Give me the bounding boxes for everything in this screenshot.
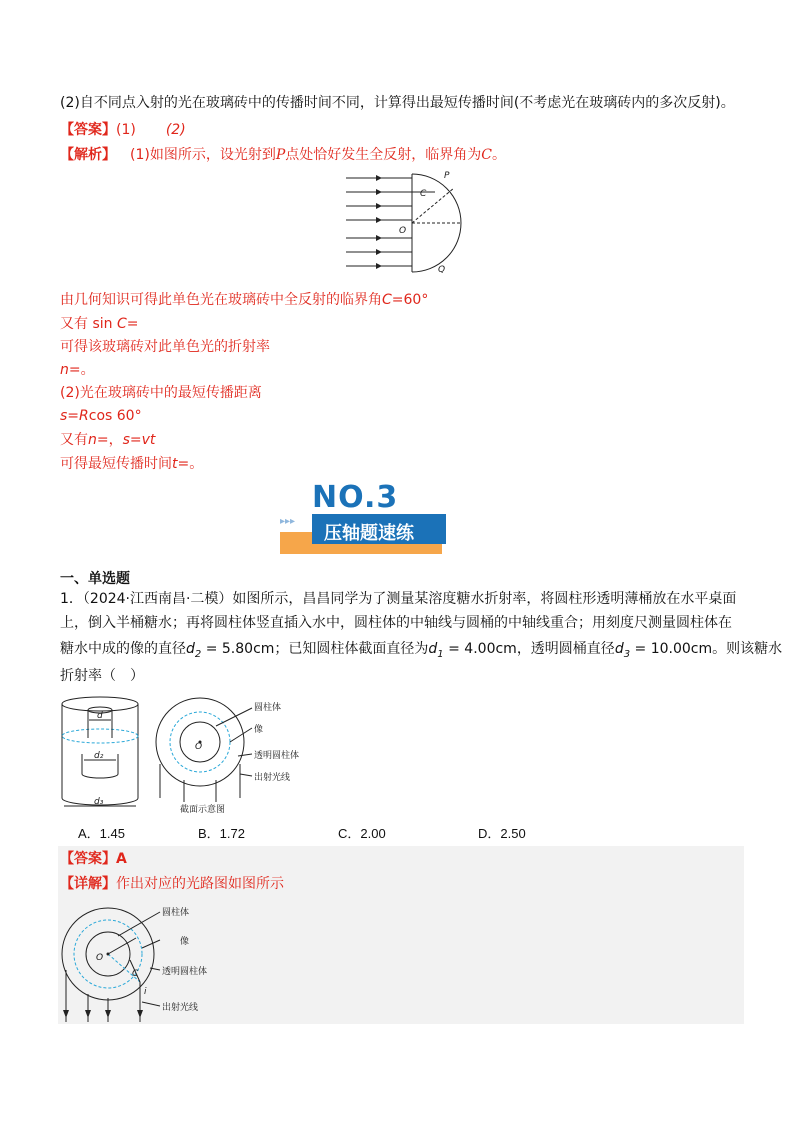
answer-tag: 【答案】: [60, 122, 116, 138]
answer2-line: [60, 850, 127, 868]
fig2-label-d3: d₃: [94, 797, 104, 807]
fig3-label-tube: 透明圆柱体: [162, 967, 208, 977]
analysis-text: (1)如图所示，设光射到: [130, 147, 276, 163]
option-d[interactable]: D．2.50: [478, 826, 526, 841]
question-1-line-3: 糖水中成的像的直径$d_2 = 5.80cm$；已知圆柱体截面直径为$d_1 = 4.00cm$，透明圆桶直径$d_3 = 10.00cm$。则该糖水: [60, 641, 783, 660]
d2-symbol: d: [186, 641, 195, 657]
d1-value: = 4.00cm: [443, 641, 517, 657]
figure-cylinder-3d: [56, 694, 148, 814]
fig3-label-i: i: [144, 987, 147, 997]
banner-arrows: ▸▸▸: [280, 516, 296, 527]
fig3-label-image: 像: [180, 937, 190, 947]
answer-line: [60, 121, 186, 139]
question-1-line-2: 上，倒入半桶糖水；再将圆柱体竖直插入水中，圆柱体的中轴线与圆桶的中轴线重合；用刻度尺测量圆柱体在: [60, 615, 732, 631]
analysis-end: 。: [491, 147, 506, 163]
banner-title: 压轴题速练: [324, 523, 414, 544]
d3-symbol: d: [614, 641, 624, 657]
fig2-label-tube: 透明圆柱体: [254, 751, 300, 761]
section-title: 一、单选题: [60, 571, 130, 587]
figure-light-path: [58, 898, 240, 1024]
question-part2: (2)自不同点入射的光在玻璃砖中的传播时间不同，计算得出最短传播时间(不考虑光在玻璃砖内的多次反射)。: [60, 95, 735, 111]
analysis-text2: 点处恰好发生全反射，临界角为: [285, 147, 482, 163]
analysis-p: P: [275, 147, 286, 163]
fig1-label-o: O: [399, 226, 407, 236]
section-banner: [278, 480, 450, 558]
explain-line-2: 又有 sin C=: [60, 316, 139, 332]
explain-line-7: 又有n=，s=vt: [60, 432, 156, 448]
figure-semicircle-glass: [340, 166, 470, 278]
fig2-label-d: d: [97, 711, 103, 721]
analysis-line: [60, 146, 506, 164]
d1-symbol: d: [428, 641, 438, 657]
detail-text: 作出对应的光路图如图所示: [116, 876, 284, 892]
fig3-label-c: C: [132, 969, 139, 979]
fig2-label-cylinder: 圆柱体: [254, 703, 282, 713]
explain-line-6: s=Rcos 60°: [60, 408, 142, 424]
fig2-label-image: 像: [254, 725, 264, 735]
figure-cross-section: [150, 694, 350, 814]
answer2-value: A: [116, 851, 127, 867]
explain-line-1: 由几何知识可得此单色光在玻璃砖中全反射的临界角C=60°: [60, 292, 429, 308]
explain-line-8: 可得最短传播时间t=。: [60, 456, 204, 472]
explain-line-5: (2)光在玻璃砖中的最短传播距离: [60, 385, 262, 401]
fig3-label-cylinder: 圆柱体: [162, 908, 190, 918]
fig3-label-o: O: [96, 953, 104, 963]
detail-tag: 【详解】: [60, 876, 116, 892]
fig3-label-ray: 出射光线: [162, 1003, 199, 1013]
fig1-label-p: P: [444, 171, 450, 181]
explain-line-4: n=。: [60, 362, 95, 378]
fig1-label-q: Q: [438, 265, 446, 275]
fig1-label-c: C: [420, 189, 427, 199]
option-c[interactable]: C．2.00: [338, 826, 386, 841]
fig2-label-d2: d₂: [94, 751, 104, 761]
d2-value: = 5.80cm: [201, 641, 275, 657]
explain-line-3: 可得该玻璃砖对此单色光的折射率: [60, 339, 270, 355]
detail-line: [60, 875, 284, 893]
analysis-tag: 【解析】: [60, 147, 116, 163]
question-1-line-1: 1．（2024·江西南昌·二模）如图所示，昌昌同学为了测量某溶度糖水折射率，将圆柱形透明薄桶放在水平桌面: [60, 591, 737, 607]
option-b[interactable]: B．1.72: [198, 826, 245, 841]
answer-part2: (2): [165, 122, 186, 138]
d3-value: = 10.00cm: [630, 641, 713, 657]
fig2-label-ray: 出射光线: [254, 773, 291, 783]
banner-number: NO.3: [312, 480, 399, 515]
fig2-label-o: O: [195, 742, 203, 752]
answer-part1: (1): [116, 122, 136, 138]
option-a[interactable]: A．1.45: [78, 826, 125, 841]
analysis-c: C: [481, 147, 492, 163]
answer2-tag: 【答案】: [60, 851, 116, 867]
question-1-line-4: 折射率（ ）: [60, 668, 144, 684]
fig2-caption: 截面示意图: [180, 805, 226, 814]
